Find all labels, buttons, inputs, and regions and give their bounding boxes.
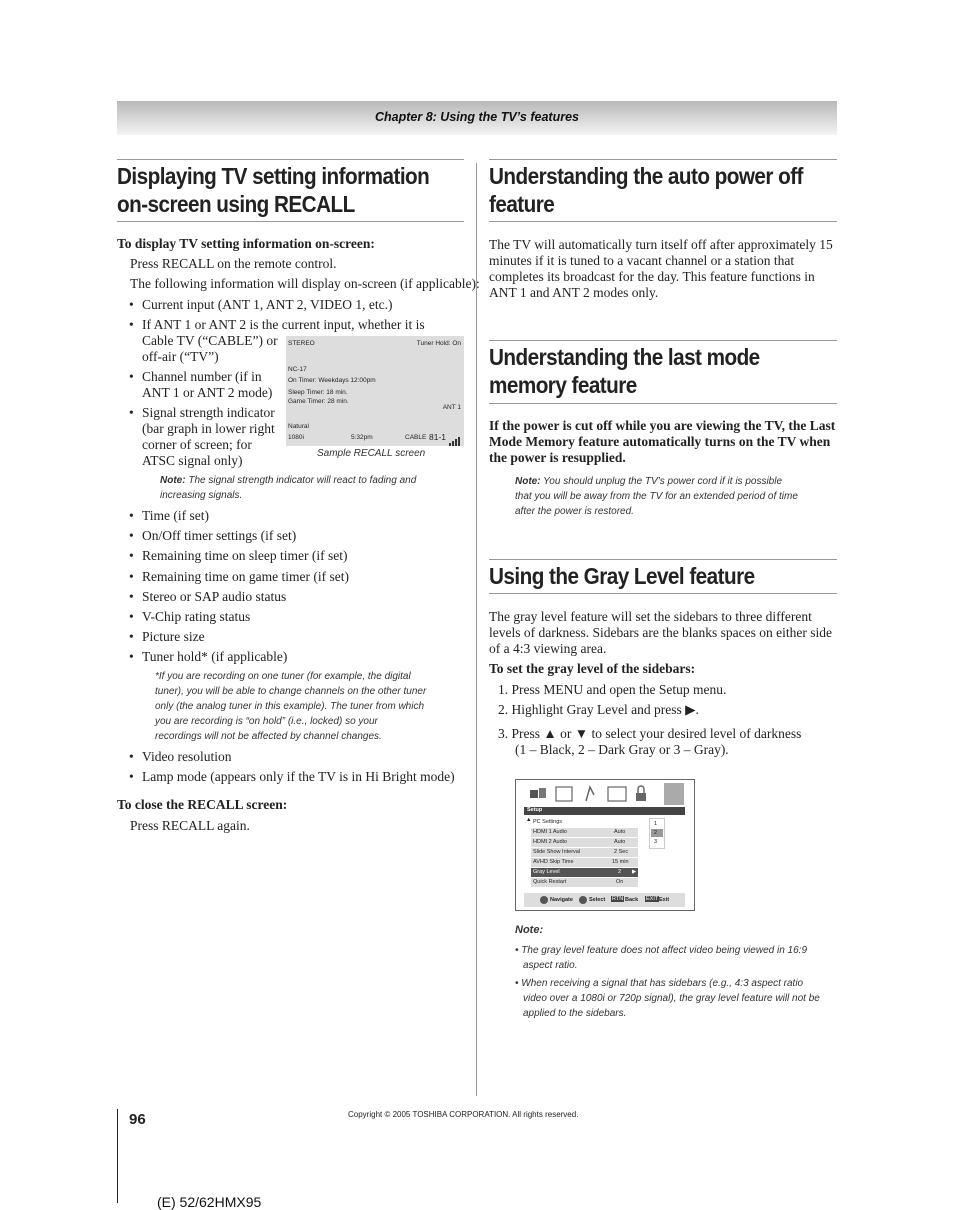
bullet-item: • Signal strength indicator [142,405,275,421]
menu-row-label: HDMI 1 Audio [533,829,567,835]
setup-menu-screen [515,779,695,911]
menu-row-label: PC Settings [533,819,563,825]
gray-note-line: • The gray level feature does not affect video being viewed in 16:9 [515,945,808,956]
bullet-cont: ATSC signal only) [142,453,243,468]
last-bold-line: If the power is cut off while you are viewing the TV, the Last [489,418,836,433]
menu-row[interactable] [531,848,638,858]
select-icon [579,896,587,904]
tuner-note-line: tuner), you will be able to change channels on the other tuner [155,686,427,697]
gray-note-line: aspect ratio. [523,960,578,971]
gray-text-line: of a 4:3 viewing area. [489,641,607,656]
note-label: Note: [515,476,541,487]
bullet-item: • Picture size [142,629,205,645]
bullet-item: • Channel number (if in [142,369,262,385]
rule [489,159,837,160]
section-title-last-l2: memory feature [489,372,637,398]
auto-text-line: completes its broadcast for the day. This feature functions in [489,269,815,284]
step-3-cont: (1 – Black, 2 – Dark Gray or 3 – Gray). [515,742,729,757]
last-note [515,474,782,489]
recall-screen-sample [286,336,464,446]
recall-caption: Sample RECALL screen [317,448,426,459]
bullet-cont: off-air (“TV”) [142,349,219,364]
last-bold-line: Mode Memory feature automatically turns on the TV when [489,434,831,449]
bullet-item: • Current input (ANT 1, ANT 2, VIDEO 1, etc.) [142,297,392,313]
menu-row-label: Slide Show Interval [533,849,581,855]
menu-icon-bar [524,783,684,805]
menu-row-label: Gray Level [533,869,560,875]
menu-row[interactable] [531,858,638,868]
recall-resolution: 1080i [288,434,304,441]
gray-text-line: The gray level feature will set the sidebars to three different [489,609,812,624]
recall-cable: CABLE [405,434,427,441]
recall-p1: Press RECALL on the remote control. [130,256,337,271]
nav-select: Select [589,897,606,903]
menu-row-label: Quick Restart [533,879,567,885]
gray-note-line: applied to the sidebars. [523,1008,627,1019]
step-2: 2. Highlight Gray Level and press ▶. [498,702,699,717]
note-text: that you will be away from the TV for an extended period of time [515,491,798,502]
tuner-note-line: recordings will not be affected by channel changes. [155,731,382,742]
menu-row[interactable] [531,878,638,888]
gray-note-label: Note: [515,924,544,936]
bullet-item: • Lamp mode (appears only if the TV is in Hi Bright mode) [142,769,455,785]
bullet-cont: Cable TV (“CABLE”) or [142,333,278,348]
model-number: (E) 52/62HMX95 [157,1194,262,1210]
menu-row-label: HDMI 2 Audio [533,839,567,845]
gray-subhead: To set the gray level of the sidebars: [489,661,696,676]
note-signal [160,473,416,488]
gray-option[interactable]: 1 [654,821,658,827]
right-arrow-icon: ▶ [632,869,637,875]
gray-level-options [649,818,665,849]
signal-strength-icon [449,433,461,451]
section-title-recall-l1: Displaying TV setting information [117,163,430,189]
auto-text-line: ANT 1 and ANT 2 modes only. [489,285,659,300]
bullet-item: • Video resolution [142,749,232,765]
rule [489,221,837,222]
back-key-icon: RTN [612,896,624,902]
bullet-cont: (bar graph in lower right [142,421,275,436]
note-text: You should unplug the TV’s power cord if it is possible [543,476,783,487]
recall-picture-mode: Natural [288,423,309,430]
bullet-item: • Remaining time on game timer (if set) [142,569,349,585]
menu-row-value: Auto [614,829,626,835]
bullet-item: • Tuner hold* (if applicable) [142,649,287,665]
recall-tuner-hold: Tuner Hold: On [416,340,461,347]
column-divider [476,163,477,1096]
menu-row-value: 15 min [612,859,629,865]
note-text: increasing signals. [160,490,243,501]
tuner-note-line: you are recording is “on hold” (i.e., locked) so your [155,716,378,727]
gray-note-line: • When receiving a signal that has sidebars (e.g., 4:3 aspect ratio [515,978,804,989]
recall-channel: 81-1 [429,432,447,442]
rule [489,593,837,594]
auto-text-line: The TV will automatically turn itself off after approximately 15 [489,237,833,252]
section-title-recall-l2: on-screen using RECALL [117,191,355,217]
recall-stereo: STEREO [288,340,315,347]
section-title-last-l1: Understanding the last mode [489,344,760,370]
section-title-gray: Using the Gray Level feature [489,563,755,589]
rule [489,340,837,341]
recall-sleep-timer: Sleep Timer: 18 min. [288,389,348,396]
gray-option[interactable]: 2 [654,830,658,836]
menu-row-value: Auto [614,839,626,845]
gray-text-line: levels of darkness. Sidebars are the blanks spaces on either side [489,625,833,640]
bullet-item: • V-Chip rating status [142,609,250,625]
recall-rating: NC-17 [288,366,307,373]
menu-title-bar [524,807,685,815]
note-text: after the power is restored. [515,506,634,517]
tuner-note-line: *If you are recording on one tuner (for example, the digital [155,671,411,682]
bullet-item: • If ANT 1 or ANT 2 is the current input, whether it is [142,317,425,333]
menu-row-value: 2 [618,869,622,875]
nav-exit: Exit [659,897,670,903]
nav-back: Back [625,897,639,903]
recall-on-timer: On Timer: Weekdays 12:00pm [288,377,376,384]
rule [489,403,837,404]
gray-note-line: video over a 1080i or 720p signal), the gray level feature will not be [523,993,820,1004]
recall-subhead: To display TV setting information on-screen: [117,236,375,251]
step-1: 1. Press MENU and open the Setup menu. [498,682,727,697]
note-label: Note: [160,475,186,486]
recall-input: ANT 1 [442,404,461,411]
bullet-item: • On/Off timer settings (if set) [142,528,296,544]
menu-row-label: AVHD Skip Time [533,859,574,865]
chapter-title: Chapter 8: Using the TV’s features [375,110,579,124]
menu-row-value: 2 Sec [614,849,629,855]
page-number: 96 [129,1111,146,1128]
auto-text-line: minutes if it is tuned to a vacant channel or a station that [489,253,795,268]
menu-row-value: On [616,879,624,885]
rule [117,221,464,222]
section-title-auto-l1: Understanding the auto power off [489,163,803,189]
menu-row[interactable] [531,838,638,848]
tuner-note-line: only (the analog tuner in this example). The tuner from which [155,701,425,712]
bullet-item: • Time (if set) [142,508,209,524]
recall-game-timer: Game Timer: 28 min. [288,398,349,405]
step-3: 3. Press ▲ or ▼ to select your desired level of darkness [498,726,802,741]
menu-nav-bar [524,893,685,907]
navigate-icon [540,896,548,904]
last-bold-line: the power is resupplied. [489,450,626,465]
rule [117,159,464,160]
menu-title: Setup [527,807,543,813]
bullet-cont: corner of screen; for [142,437,252,452]
scroll-up-arrow-icon: ▲ [526,817,532,823]
recall-p2: The following information will display on-screen (if applicable): [130,276,480,291]
section-title-auto-l2: feature [489,191,555,217]
rule [489,559,837,560]
nav-navigate: Navigate [550,897,573,903]
menu-row-selected[interactable] [531,868,638,878]
footer-rule [117,1109,118,1203]
copyright: Copyright © 2005 TOSHIBA CORPORATION. All rights reserved. [348,1110,579,1119]
exit-key-icon: EXIT [646,896,659,902]
menu-row[interactable] [531,828,638,838]
note-text: The signal strength indicator will react to fading and [188,475,417,486]
bullet-item: • Stereo or SAP audio status [142,589,286,605]
close-text: Press RECALL again. [130,818,250,833]
close-subhead: To close the RECALL screen: [117,797,288,812]
bullet-item: • Remaining time on sleep timer (if set) [142,548,347,564]
menu-row[interactable] [531,818,638,828]
recall-time: 5:32pm [351,434,373,441]
bullet-cont: ANT 1 or ANT 2 mode) [142,385,273,400]
gray-option[interactable]: 3 [654,839,658,845]
